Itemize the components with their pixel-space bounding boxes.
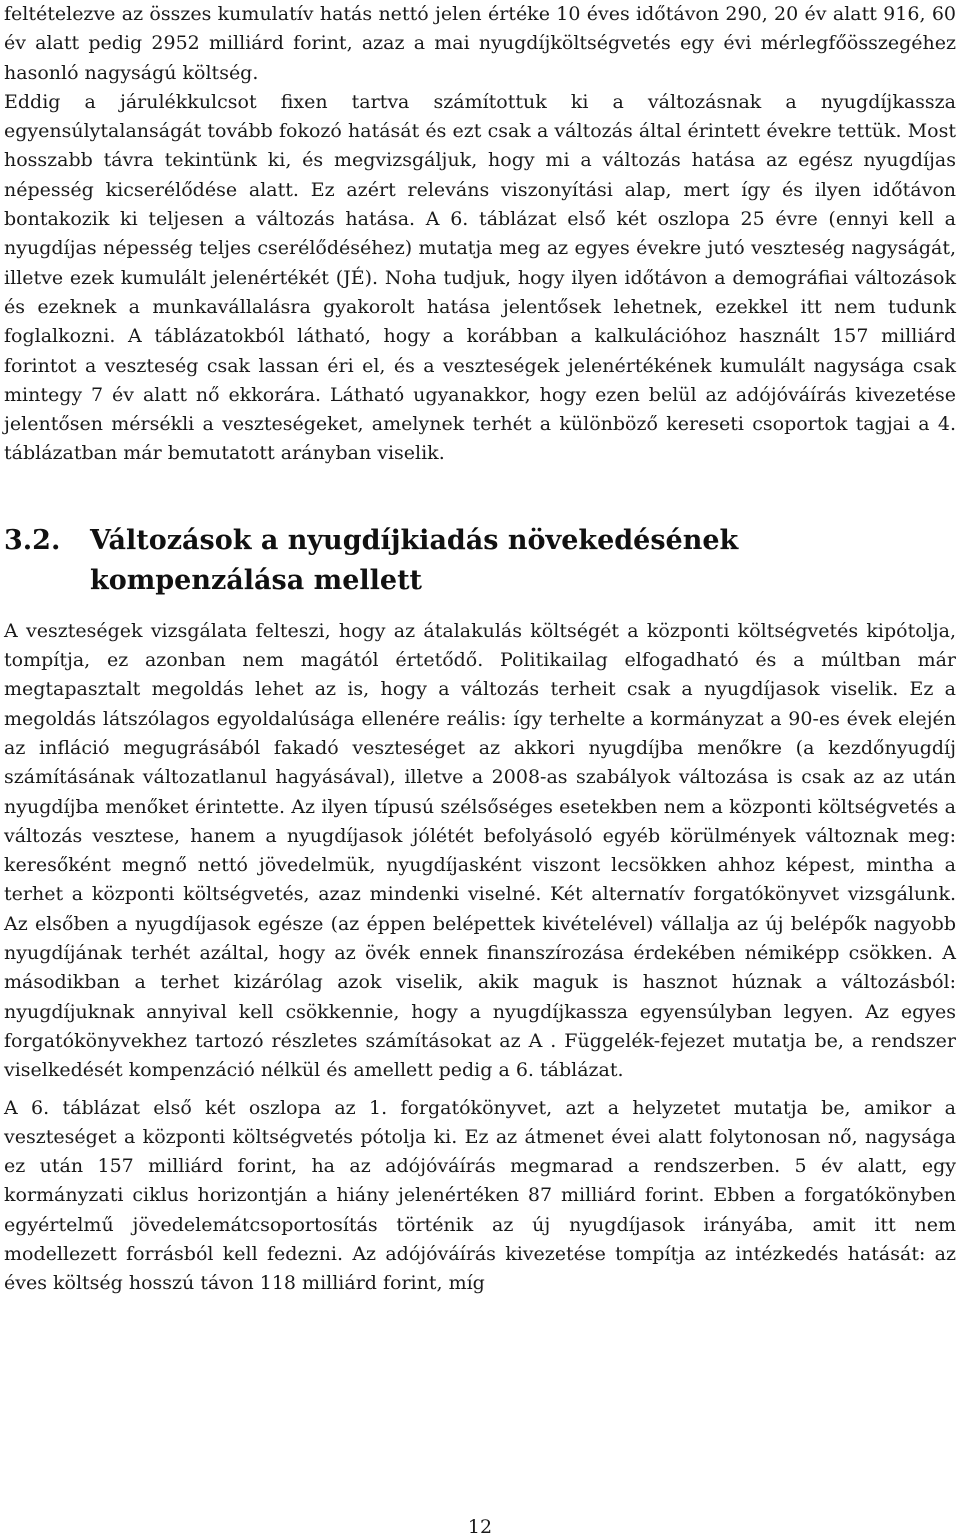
paragraph: A veszteségek vizsgálata felteszi, hogy az átalakulás költségét a központi költségvetés kipótolja, tompítja, ez azonban nem magától értetődő. Politikailag elfogadható és a múltban már megtapasztalt megoldás lehet az is, hogy a változás terheit csak a nyugdíjasok viselik. Ez a megoldás látszólagos egyoldalúsága ellenére reális: így terhelte a kormányzat a 90-es évek elején az infláció megugrásából fakadó veszteséget az akkori nyugdíjba menőkre (a kezdőnyugdíj számításának változatlanul hagyásával), illetve a 2008-as szabályok változása is csak az az után nyugdíjba menőket érintette. Az ilyen típusú szélsőséges esetekben nem a központi költségvetés a változás vesztese, hanem a nyugdíjasok jólétét befolyásoló egyéb körülmények változnak meg: keresőként megnő nettó jövedelmük, nyugdíjasként viszont lecsökken ahhoz képest, mintha a terhet a központi költségvetés, azaz mindenki viselné. Két alternatív forgatókönyvet vizsgálunk. Az elsőben a nyugdíjasok egésze (az éppen belépettek kivételével) vállalja az új belépők nagyobb nyugdíjának terhét azáltal, hogy az övék ennek finanszírozása érdekében némiképp csökken. A másodikban a terhet kizárólag azok viselik, akik maguk is hasznot húznak a változásból: nyugdíjuknak annyival kell csökkennie, hogy a nyugdíjkassza egyensúlyban legyen. Az egyes forgatókönyvekhez tartozó részletes számításokat az A . Függelék-fejezet mutatja be, a rendszer viselkedését kompenzáció nélkül és amellett pedig a 6. táblázat. <box>4 619 956 1082</box>
paragraph: Eddig a járulékkulcsot fixen tartva számítottuk ki a változásnak a nyugdíjkassza egyensúlytalanságát tovább fokozó hatását és ezt csak a változás által érintett évekre tettük. Most hosszabb távra tekintünk ki, és megvizsgáljuk, hogy mi a változás hatása az egész nyugdíjas népesség kicserélődése alatt. Ez azért releváns viszonyítási alap, mert így és ilyen időtávon bontakozik ki teljesen a változás hatása. A 6. táblázat első két oszlopa 25 évre (ennyi kell a nyugdíjas népesség teljes cserélődéséhez) mutatja meg az egyes évekre jutó veszteség nagyságát, illetve ezek kumulált jelenértékét (JÉ). Noha tudjuk, hogy ilyen időtávon a demográfiai változások és ezeknek a munkavállalásra gyakorolt hatása jelentősek lehetnek, ezekkel itt nem tudunk foglalkozni. A táblázatokból látható, hogy a korábban a kalkulációhoz használt 157 milliárd forintot a veszteség csak lassan éri el, és a veszteségek jelenértékének kumulált nagysága csak mintegy 7 év alatt nő ekkorára. Látható ugyanakkor, hogy ezen belül az adójóváírás kivezetése jelentősen mérsékli a veszteségeket, amelynek terhét a különböző kereseti csoportok tagjai a 4. táblázatban már bemutatott arányban viselik. <box>4 90 956 465</box>
section-heading <box>4 521 956 601</box>
section-number: 3.2. <box>4 524 61 556</box>
page-number: 12 <box>467 1516 493 1538</box>
paragraph: feltételezve az összes kumulatív hatás nettó jelen értéke 10 éves időtávon 290, 20 év alatt 916, 60 év alatt pedig 2952 milliárd forint, azaz a mai nyugdíjköltségvetés egy évi mérlegfőösszegéhez hasonló nagyságú költség. <box>4 3 956 84</box>
section-title: Változások a nyugdíjkiadás növekedésének kompenzálása mellett <box>90 524 739 596</box>
paragraph: A 6. táblázat első két oszlopa az 1. forgatókönyvet, azt a helyzetet mutatja be, amikor a veszteséget a központi költségvetés pótolja ki. Ez az átmenet évei alatt folytonosan nő, nagysága ez után 157 milliárd forint, ha az adójóváírás megmarad a rendszerben. 5 év alatt, egy kormányzati ciklus horizontján a hiány jelenértéken 87 milliárd forint. Ebben a forgatókönyben egyértelmű jövedelemátcsoportosítás történik az új nyugdíjasok irányába, amit itt nem modellezett forrásból kell fedezni. Az adójóváírás kivezetése tompítja az intézkedés hatását: az éves költség hosszú távon 118 milliárd forint, míg <box>4 1096 956 1295</box>
